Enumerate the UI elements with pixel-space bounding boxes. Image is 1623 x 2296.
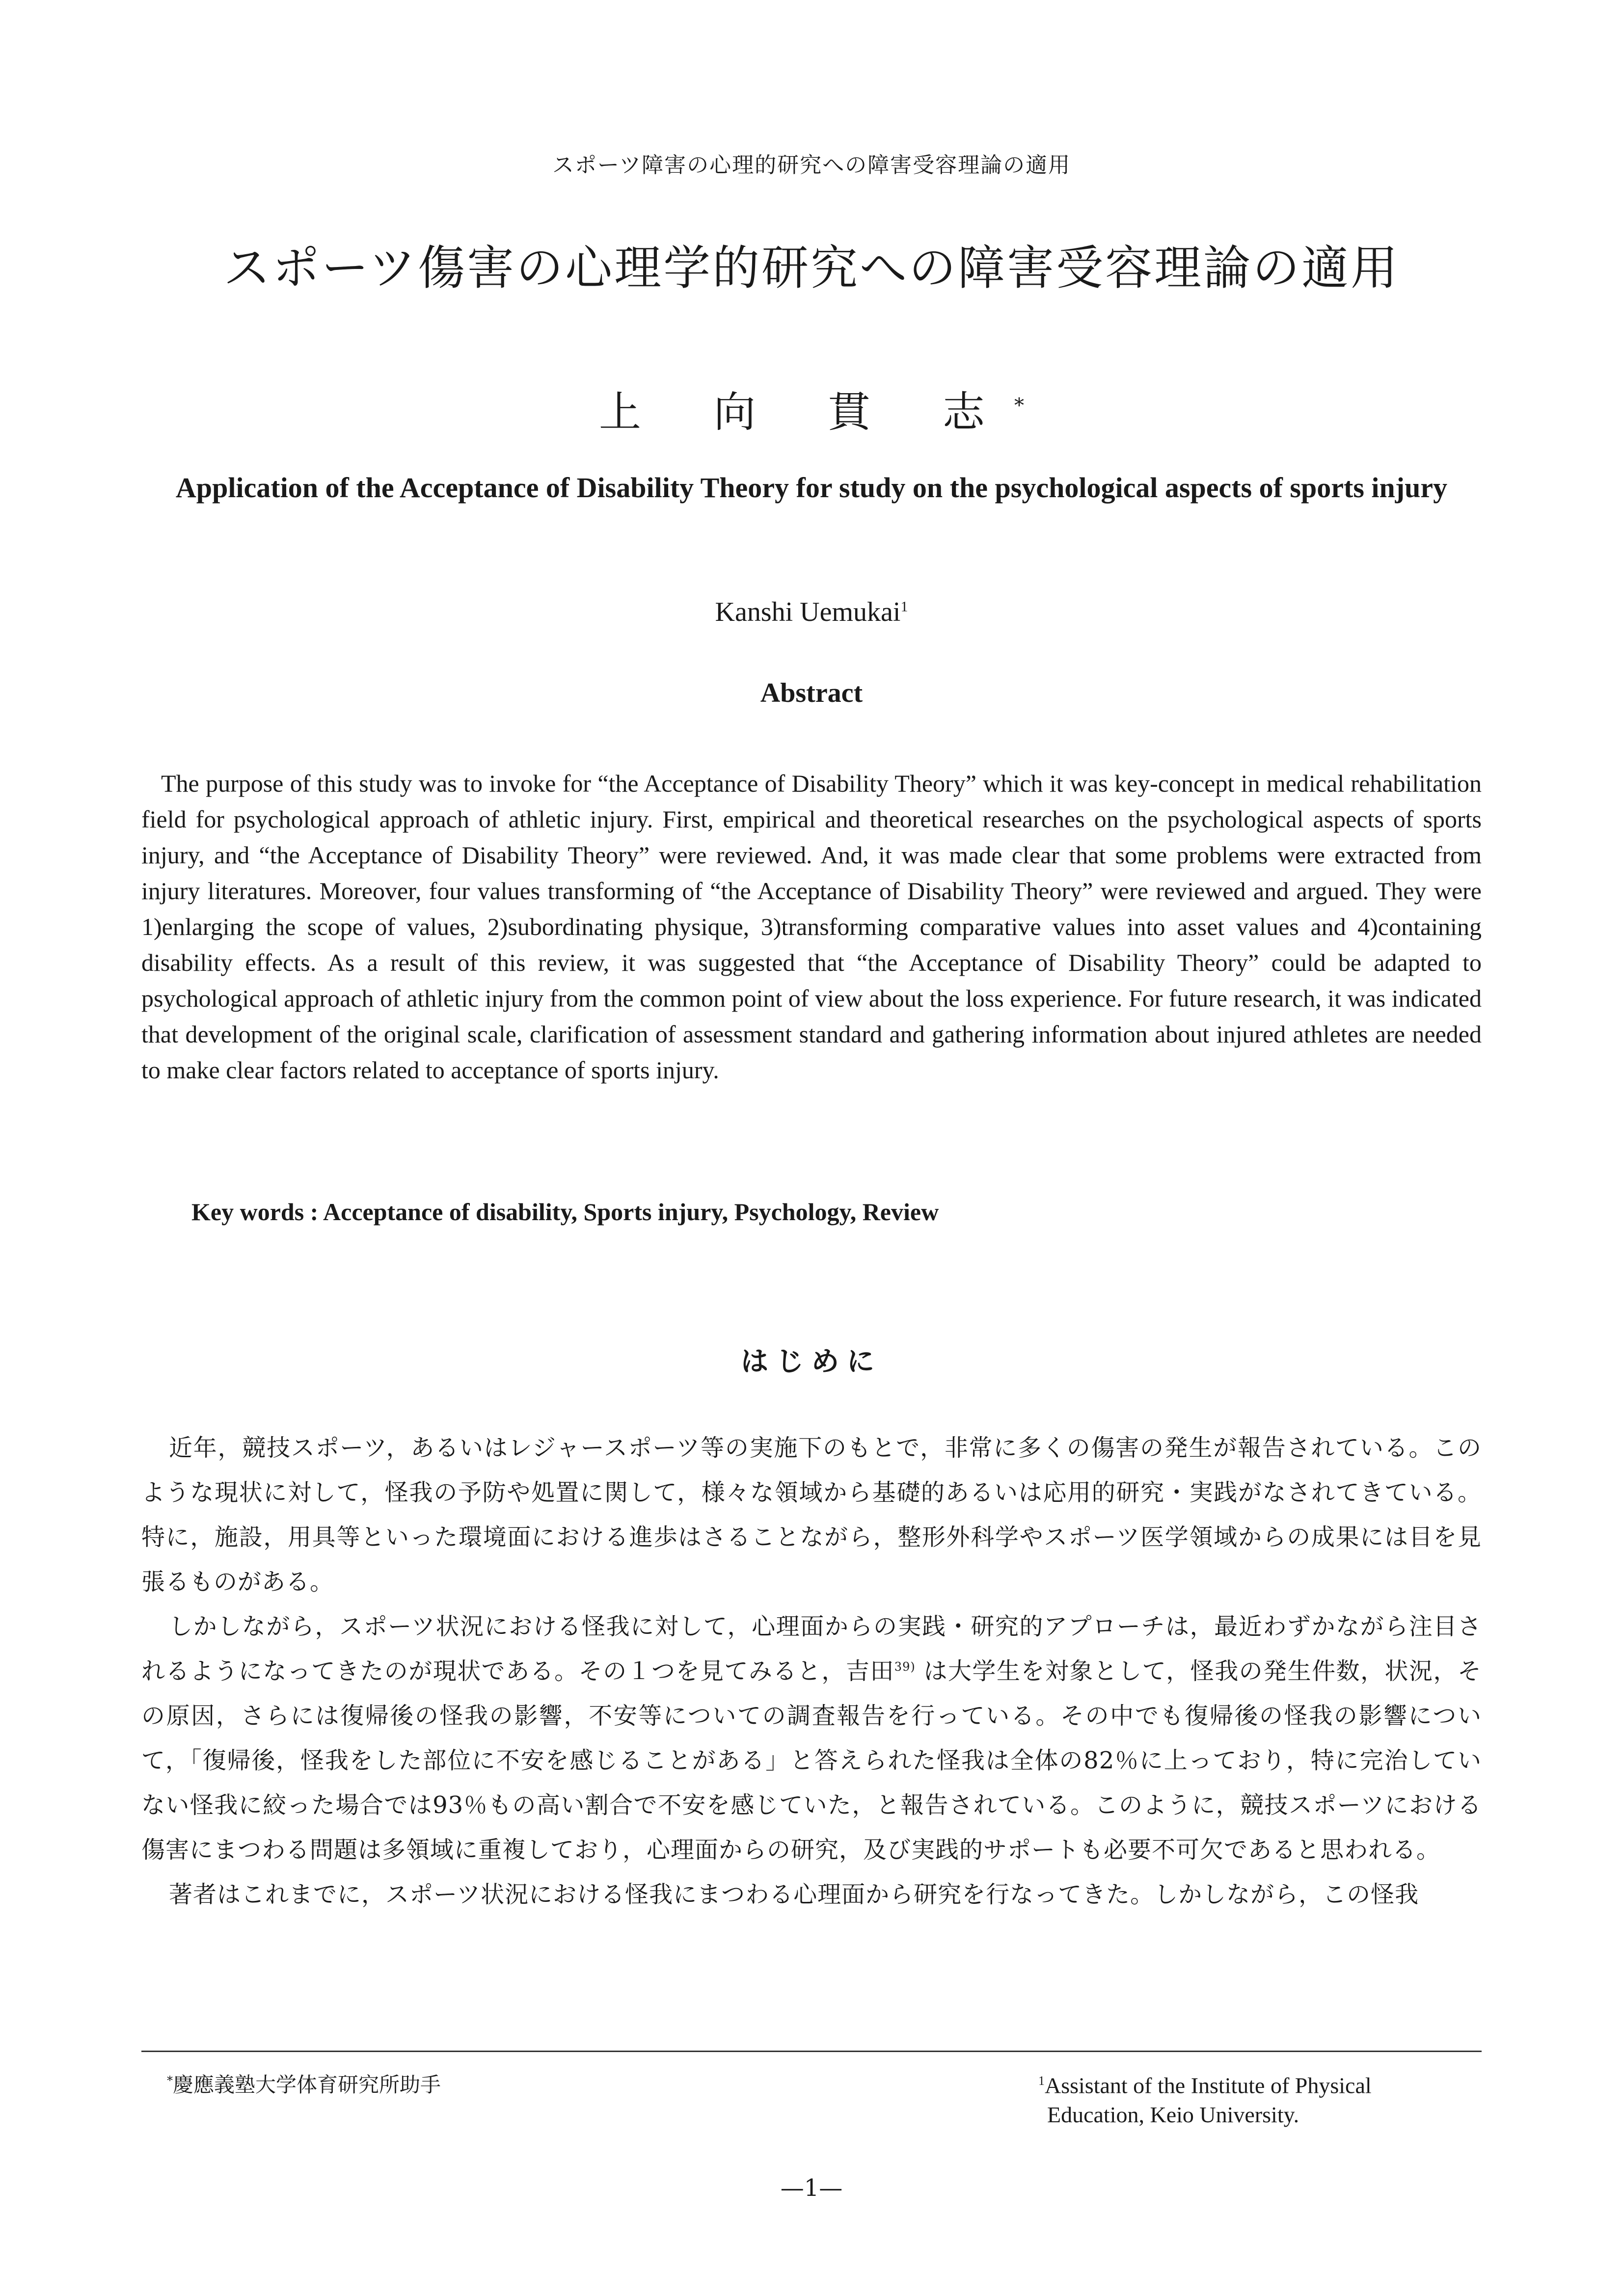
paragraph-3: 著者はこれまでに，スポーツ状況における怪我にまつわる心理面から研究を行なってきた。しかしながら，この怪我: [169, 1881, 1419, 1908]
keywords: Key words : Acceptance of disability, Sports injury, Psychology, Review: [191, 1198, 939, 1226]
footnote-japanese: [167, 2069, 441, 2098]
page-number: —1—: [780, 2174, 843, 2202]
english-author: [0, 596, 1623, 628]
paragraph-2: [141, 1604, 1482, 1872]
paragraph-2-part-b: は大学生を対象として，怪我の発生件数，状況，その原因，さらには復帰後の怪我の影響，不安等についての調査報告を行っている。その中でも復帰後の怪我の影響について，「復帰後，怪我をした部位に不安を感じることがある」と答えられた怪我は全体の82％に上っており，特に完治していない怪我に絞った場合では93％もの高い割合で不安を感じていた，と報告されている。このように，競技スポーツにおける傷害にまつわる問題は多領域に重複しており，心理面からの研究，及び実践的サポートも必要不可欠であると思われる。: [141, 1657, 1482, 1864]
abstract-text: The purpose of this study was to invoke for “the Acceptance of Disability Theory” which it was key-concept in medical rehabilitation field for psychological approach of athletic injury. First, empirical and theoretical researches on the psychological aspects of sports injury, and “the Acceptance of Disability Theory” were reviewed. And, it was made clear that some problems were extracted from injury literatures. Moreover, four values transforming of “the Acceptance of Disability Theory” were reviewed and argued. They were 1)enlarging the scope of values, 2)subordinating physique, 3)transforming comparative values into asset values and 4)containing disability effects. As a result of this review, it was suggested that “the Acceptance of Disability Theory” could be adapted to psychological approach of athletic injury from the common point of view about the loss experience. For future research, it was indicated that development of the original scale, clarification of assessment standard and gathering information about injured athletes are needed to make clear factors related to acceptance of sports injury.: [141, 770, 1482, 1084]
paragraph-1: 近年，競技スポーツ，あるいはレジャースポーツ等の実施下のもとで，非常に多くの傷害の発生が報告されている。このような現状に対して，怪我の予防や処置に関して，様々な領域から基礎的あるいは応用的研究・実践がなされてきている。特に，施設，用具等といった環境面における進歩はさることながら，整形外科学やスポーツ医学領域からの成果には目を見張るものがある。: [141, 1434, 1482, 1596]
running-head: スポーツ障害の心理的研究への障害受容理論の適用: [552, 153, 1071, 178]
section-heading: はじめに: [741, 1346, 882, 1378]
body-text: [141, 1426, 1482, 1917]
english-title: Application of the Acceptance of Disability Theory for study on the psychological aspects of sports injury: [175, 472, 1448, 504]
footnote-english-line-1: Assistant of the Institute of Physical: [1045, 2073, 1372, 2098]
reference-marker: 39): [894, 1660, 916, 1674]
author-affiliation-mark: *: [1014, 394, 1024, 417]
footnote-japanese-mark: *: [167, 2074, 173, 2087]
japanese-title: スポーツ傷害の心理学的研究への障害受容理論の適用: [223, 240, 1400, 295]
japanese-author: [0, 378, 1623, 439]
abstract-heading: Abstract: [760, 678, 863, 708]
japanese-author-name: 上 向 貫 志: [598, 388, 1014, 437]
english-author-name: Kanshi Uemukai: [715, 597, 901, 627]
footnote-japanese-text: 慶應義塾大学体育研究所助手: [173, 2073, 441, 2097]
paragraph-2-part-a: しかしながら，スポーツ状況における怪我に対して，心理面からの実践・研究的アプローチは，最近わずかながら注目されるようになってきたのが現状である。その１つを見てみると，吉田: [141, 1613, 1482, 1685]
english-author-mark: 1: [900, 598, 908, 615]
footnote-english-line-2: Education, Keio University.: [1047, 2102, 1299, 2128]
footnote-english: [1038, 2066, 1480, 2130]
footnote-divider: [141, 2051, 1482, 2052]
footnote-english-mark: 1: [1038, 2074, 1045, 2088]
